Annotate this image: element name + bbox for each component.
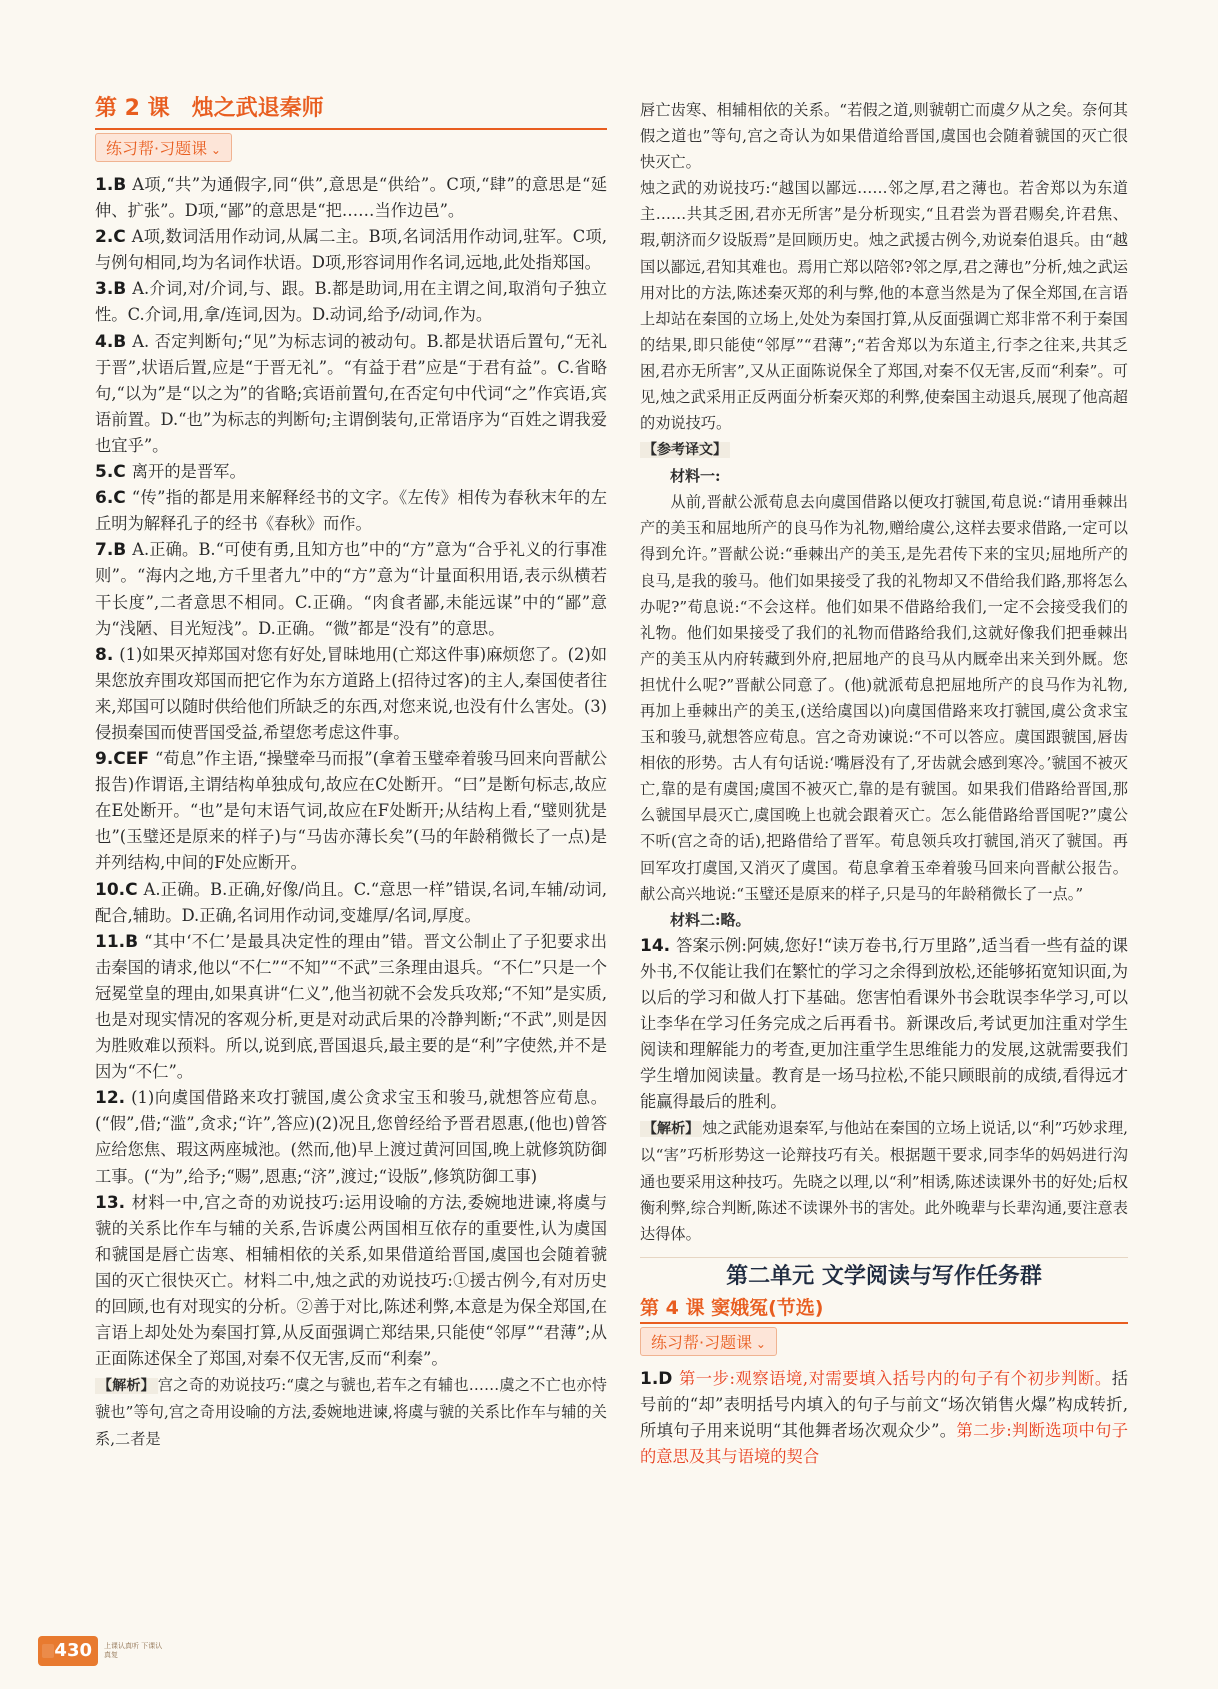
answer-item: 3.B A.介词,对/介词,与、跟。B.都是助词,用在主谓之间,取消句子独立性。C.介词,用,拿/连词,因为。D.动词,给予/动词,作为。 (95, 279, 607, 325)
answer-item-14: 14. 答案示例:阿姨,您好!“读万卷书,行万里路”,适当看一些有益的课外书,不仅能让我们在繁忙的学习之余得到放松,还能够拓宽知识面,为以后的学习和做人打下基础。您害怕看课外书会耽误李华学习,可以让李华在学习任务完成之后再看书。新课改后,考试更加注重对学生阅读和理解能力的考查,更加注重学生思维能力的发展,这就需要我们学生增加阅读量。教育是一场马拉松,不能只顾眼前的成绩,看得远才能赢得最后的胜利。 (640, 935, 1128, 1112)
answer-item: 5.C 离开的是晋军。 (95, 462, 246, 483)
answer-item: 7.B A.正确。B.“可使有勇,且知方也”中的“方”意为“合乎礼义的行事准则”。“海内之地,方千里者九”中的“方”意为“计量面积用语,表示纵横若干长度”,二者意思不相同。C.正确。“肉食者鄙,未能远谋”中的“鄙”意为“浅陋、目光短浅”。D.正确。“微”都是“没有”的意思。 (95, 540, 607, 638)
lesson-title (95, 92, 607, 130)
analysis-paragraph: 【解析】 宫之奇的劝说技巧:“虞之与虢也,若车之有辅也……虞之不亡也亦恃虢也”等句,宫之奇用设喻的方法,委婉地进谏,将虞与虢的关系比作车与辅的关系,二者是 (95, 1376, 608, 1448)
answer-item-1d: 1.D 第一步:观察语境,对需要填入括号内的句子有个初步判断。括号前的“却”表明括号内填入的句子与前文“场次销售火爆”构成转折,所填句子用来说明“其他舞者场次观众少”。第二步:判断选项中句子的意思及其与语境的契合 (640, 1368, 1128, 1467)
reference-translation-label: 【参考译文】 (640, 436, 1128, 463)
page-footer (38, 1636, 188, 1672)
footer-slogan: 上课认真听 下课认真复 (104, 1642, 163, 1659)
answer-item: 12. (1)向虞国借路来攻打虢国,虞公贪求宝玉和骏马,就想答应荀息。(“假”,借;“滥”,贪求;“许”,答应)(2)况且,您曾经给予晋君恩惠,(他也)曾答应给您焦、瑕这两座城池。(然而,他)早上渡过黄河回国,晚上就修筑防御工事。(“为”,给予;“赐”,恩惠;“济”,渡过;“设版”,修筑防御工事) (95, 1088, 607, 1186)
analysis-technique: 烛之武的劝说技巧:“越国以鄙远……邻之厚,君之薄也。若舍郑以为东道主……共其乏困,君亦无所害”是分析现实,“且君尝为晋君赐矣,许君焦、瑕,朝济而夕设版焉”是回顾历史。烛之武援古例今,劝说秦伯退兵。由“越国以鄙远,君知其难也。焉用亡郑以陪邻?邻之厚,君之薄也”分析,烛之武运用对比的方法,陈述秦灭郑的利与弊,他的本意当然是为了保全郑国,在言语上却站在秦国的立场上,处处为秦国打算,从反面强调亡郑非常不利于秦国的结果,即只能使“邻厚”“君薄”;“若舍郑以为东道主,行李之往来,共其乏困,君亦无所害”,又从正面陈说保全了郑国,对秦不仅无害,反而“利秦”。可见,烛之武采用正反两面分析秦灭郑的利弊,使秦国主动退兵,展现了他高超的劝说技巧。 (640, 179, 1128, 433)
exercise-tag-2[interactable]: 练习帮·习题课 ⌄ (640, 1327, 777, 1356)
left-column (95, 92, 607, 1452)
analysis-14: 【解析】 烛之武能劝退秦军,与他站在秦国的立场上说话,以“利”巧妙求理,以“害”巧析形势这一论辩技巧有关。根据题干要求,同李华的妈妈进行沟通也要采用这种技巧。先晓之以理,以“利”相诱,陈述读课外书的好处;后权衡利弊,综合判断,陈述不读课外书的害处。此外晚辈与长辈沟通,要注意表达得体。 (640, 1119, 1129, 1243)
material-two-heading: 材料二:略。 (670, 910, 751, 929)
page-number: 430 (38, 1636, 98, 1666)
exercise-tag[interactable]: 练习帮·习题课 ⌄ (95, 133, 232, 162)
answer-item: 10.C A.正确。B.正确,好像/尚且。C.“意思一样”错误,名词,车辅/动词,配合,辅助。D.正确,名词用作动词,变雄厚/名词,厚度。 (95, 879, 607, 925)
analysis-continued: 唇亡齿寒、相辅相依的关系。“若假之道,则虢朝亡而虞夕从之矣。奈何其假之道也”等句,宫之奇认为如果借道给晋国,虞国也会随着虢国的灭亡很快灭亡。 (640, 101, 1128, 172)
answer-item: 4.B A. 否定判断句;“见”为标志词的被动句。B.都是状语后置句,“无礼于晋”,状语后置,应是“于晋无礼”。“有益于君”应是“于君有益”。C.省略句,“以为”是“以之为”的省略;宾语前置句,在否定句中代词“之”作宾语,宾语前置。D.“也”为标志的判断句;主谓倒装句,正常语序为“百姓之谓我爱也宜乎”。 (95, 331, 607, 455)
answer-item: 13. 材料一中,宫之奇的劝说技巧:运用设喻的方法,委婉地进谏,将虞与虢的关系比作车与辅的关系,告诉虞公两国相互依存的重要性,认为虞国和虢国是唇亡齿寒、相辅相依的关系,如果借道给晋国,虞国也会随着虢国的灭亡很快灭亡。材料二中,烛之武的劝说技巧:①援古例今,有对历史的回顾,也有对现实的分析。②善于对比,陈述利弊,本意是为保全郑国,在言语上却处处为秦国打算,从反面强调亡郑结果,只能使“邻厚”“君薄”;从正面陈述保全了郑国,对秦不仅无害,反而“利秦”。 (95, 1192, 607, 1369)
book-icon (42, 1644, 54, 1658)
right-column (640, 97, 1128, 1470)
answer-item: 2.C A项,数词活用作动词,从属二主。B项,名词活用作动词,驻军。C项,与例句相同,均为名词作状语。D项,形容词用作名词,远地,此处指郑国。 (95, 227, 607, 273)
lesson-number: 第 2 课 (95, 96, 170, 121)
lesson-4-title: 第 4 课 窦娥冤(节选) (640, 1294, 1128, 1324)
material-one-heading: 材料一: (670, 467, 721, 486)
answer-item: 11.B “其中‘不仁’是最具决定性的理由”错。晋文公制止了子犯要求出击秦国的请求,他以“不仁”“不知”“不武”三条理由退兵。“不仁”只是一个冠冕堂皇的理由,如果真讲“仁义”,他当初就不会发兵攻郑;“不知”是实质,也是对现实情况的客观分析,更是对动武后果的冷静判断;“不武”,则是因为胜败难以预料。所以,说到底,晋国退兵,最主要的是“利”字使然,并不是因为“不仁”。 (95, 931, 607, 1082)
answer-item: 9.CEF “荀息”作主语,“操璧牵马而报”(拿着玉璧牵着骏马回来向晋献公报告)作谓语,主谓结构单独成句,故应在C处断开。“曰”是断句标志,故应在E处断开。“也”是句末语气词,故应在F处断开;从结构上看,“璧则犹是也”(玉璧还是原来的样子)与“马齿亦薄长矣”(马的年龄稍微长了一点)是并列结构,中间的F处应断开。 (95, 749, 607, 873)
answer-item: 1.B A项,“共”为通假字,同“供”,意思是“供给”。C项,“肆”的意思是“延伸、扩张”。D项,“鄙”的意思是“把……当作边邑”。 (95, 175, 607, 221)
answer-item: 6.C “传”指的都是用来解释经书的文字。《左传》相传为春秋末年的左丘明为解释孔子的经书《春秋》而作。 (95, 488, 607, 534)
answer-item: 8. (1)如果灭掉郑国对您有好处,冒昧地用(亡郑这件事)麻烦您了。(2)如果您放弃围攻郑国而把它作为东方道路上(招待过客)的主人,秦国使者往来,郑国可以随时供给他们所缺乏的东西,对您来说,也没有什么害处。(3)侵损秦国而使晋国受益,希望您考虑这件事。 (95, 644, 607, 742)
lesson-name: 烛之武退秦师 (191, 96, 324, 121)
unit-title: 第二单元 文学阅读与写作任务群 (640, 1257, 1128, 1294)
material-one-text: 从前,晋献公派荀息去向虞国借路以便攻打虢国,荀息说:“请用垂棘出产的美玉和屈地所产的良马作为礼物,赠给虞公,这样去要求借路,一定可以得到允许。”晋献公说:“垂棘出产的美玉,是先君传下来的宝贝;屈地所产的良马,是我的骏马。他们如果接受了我的礼物却又不借给我们路,那将怎么办呢?”荀息说:“不会这样。他们如果不借路给我们,一定不会接受我们的礼物。他们如果接受了我们的礼物而借路给我们,这就好像我们把垂棘出产的美玉从内府转藏到外府,把屈地产的良马从内厩牵出来关到外厩。您担忧什么呢?”晋献公同意了。(他)就派荀息把屈地所产的良马作为礼物,再加上垂棘出产的美玉,(送给虞国以)向虞国借路来攻打虢国,虞公贪求宝玉和骏马,就想答应荀息。宫之奇劝谏说:“不可以答应。虞国跟虢国,唇齿相依的形势。古人有句话说:‘嘴唇没有了,牙齿就会感到寒冷。’虢国不被灭亡,靠的是有虞国;虞国不被灭亡,靠的是有虢国。如果我们借路给晋国,那么虢国早晨灭亡,虞国晚上也就会跟着灭亡。怎么能借路给晋国呢?”虞公不听(宫之奇的话),把路借给了晋军。荀息领兵攻打虢国,消灭了虢国。再回军攻打虞国,又消灭了虞国。荀息拿着玉牵着骏马回来向晋献公报告。献公高兴地说:“玉璧还是原来的样子,只是马的年龄稍微长了一点。” (640, 493, 1128, 903)
